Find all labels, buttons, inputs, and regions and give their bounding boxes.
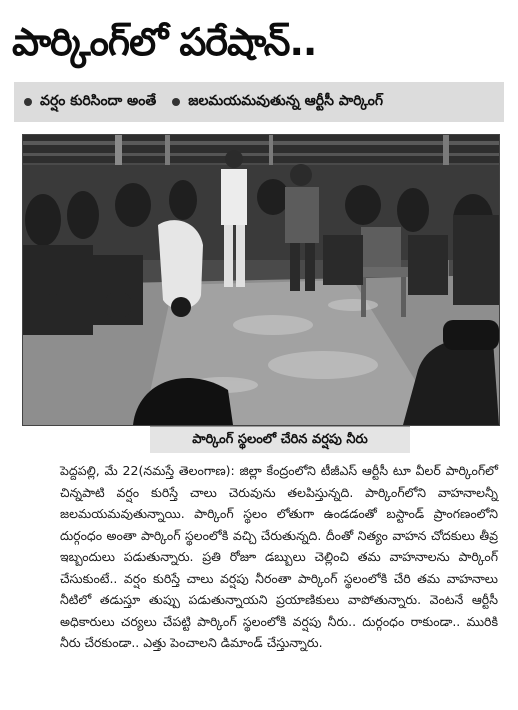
headline: పార్కింగ్‌లో పరేషాన్.. [12,20,317,64]
article-body [60,460,498,704]
subheading-text: వర్షం కురిసిందా అంతే [40,92,157,109]
photo-caption: పార్కింగ్ స్థలంలో చేరిన వర్షపు నీరు [150,426,410,453]
news-photo [22,134,500,426]
article-paragraph: పెద్దపల్లి, మే 22(నమస్తే తెలంగాణ): జిల్లా కేంద్రంలోని టీజీఎస్ ఆర్టీసీ టూ వీలర్ పార్కింగ్‌లో చిన్నపాటి వర్షం కురిస్తే చాలు చెరువును తలపిస్తున్నది. పార్కింగ్‌లోని వాహనాలన్నీ జలమయమవుతున్నాయి. పార్కింగ్ స్థలం లోతుగా ఉండడంతో బస్టాండ్ ప్రాంగణంలోని దుర్గంధం అంతా పార్కింగ్ స్థలంలోకి వచ్చి చేరుతున్నది. దీంతో నిత్యం వాహన చోదకులు తీవ్ర ఇబ్బందులు పడుతున్నారు. ప్రతి రోజూ డబ్బులు చెల్లించి తమ వాహనాలను పార్కింగ్ చేసుకుంటే.. వర్షం కురిస్తే చాలు వర్షపు నీరంతా పార్కింగ్ స్థలంలోకి చేరి తమ వాహనాలు నీటిలో తడుస్తూ తుప్పు పడుతున్నాయని ప్రయాణికులు వాపోతున్నారు. వెంటనే ఆర్టీసీ అధికారులు చర్యలు చేపట్టి పార్కింగ్ స్థలంలోకి వర్షపు నీరు.. దుర్గంధం రాకుండా.. మురికి నీరు చేరకుండా.. ఎత్తు పెంచాలని డిమాండ్ చేస్తున్నారు. [60,463,498,650]
subheading-bar [14,82,504,122]
bullet-icon [24,98,32,106]
subheading-item [24,93,156,112]
subheading-text: జలమయమవుతున్న ఆర్టీసీ పార్కింగ్ [188,92,384,109]
bullet-icon [172,98,180,106]
subheading-item [172,93,383,112]
